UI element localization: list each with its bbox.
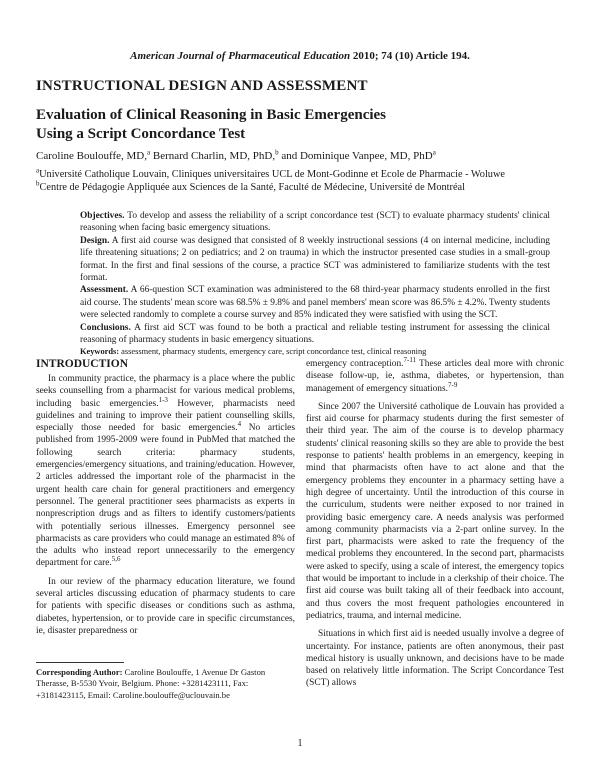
assessment-label: Assessment. [80, 285, 129, 296]
introduction-heading: INTRODUCTION [36, 358, 129, 370]
corresponding-author [36, 667, 295, 701]
author-1-affil: a [147, 148, 151, 157]
affiliation-b-text: Centre de Pédagogie Appliquée aux Sciences de la Santé, Faculté de Médecine, Université de Montréal [39, 182, 465, 193]
author-list [36, 150, 436, 162]
affiliation-a-marker: a [36, 166, 40, 175]
left-column [36, 373, 295, 637]
conclusions-text: A first aid SCT was found to be both a practical and reliable testing instrument for assessing the clinical reasoning of pharmacy students in basic emergency situations. [80, 322, 550, 346]
right-column [306, 355, 564, 690]
intro-p2-cont-text-b: These articles deal more with chronic disease follow-up, ie, asthma, diabetes, or hypertension, than management of emergency situations. [306, 359, 564, 394]
citation-ref: 5,6 [111, 555, 121, 564]
title-line-2: Using a Script Concordance Test [36, 126, 246, 142]
journal-header [0, 50, 600, 62]
objectives-text: To develop and assess the reliability of a script concordance test (SCT) to evaluate pharmacy students' clinical reasoning when facing basic emergency situations. [80, 211, 550, 234]
title-line-1: Evaluation of Clinical Reasoning in Basic Emergencies [36, 107, 387, 123]
intro-p2-cont-text: emergency contraception. [306, 359, 404, 369]
conclusions-label: Conclusions. [80, 322, 131, 333]
affiliation-b [36, 181, 576, 194]
author-1: Caroline Boulouffe, MD, [36, 150, 148, 162]
citation-ref: 1-3 [158, 395, 168, 404]
intro-paragraph-2: In our review of the pharmacy education literature, we found several articles discussing education of pharmacy students to care for patients with specific diseases or conditions such as asthma, diabetes, hypertension, or to provide care in specific circumstances, ie, disaster preparedness or [36, 576, 295, 636]
intro-paragraph-2-cont [306, 355, 564, 395]
affiliations [36, 168, 576, 194]
affiliation-b-marker: b [36, 179, 40, 188]
keywords-label: Keywords: [80, 347, 120, 357]
abstract-design [80, 235, 550, 285]
affiliation-a-text: Université Catholique Louvain, Cliniques universitaires UCL de Mont-Godinne et Ecole de Pharmacie - Woluwe [39, 169, 505, 180]
intro-paragraph-3: Since 2007 the Université catholique de Louvain has provided a first aid course for pharmacy students during the first semester of their third year. The aim of the course is to develop pharmacy students' clinical reasoning skills so they are able to provide the best response to patients' health problems in an emergency, keeping in mind that pharmacists often have to act alone and that the emergency problems they encounter in a pharmacy setting have a high degree of uncertainty. Until the introduction of this course in the curriculum, students were neither exposed to nor trained in providing basic emergency care. A needs analysis was performed among community pharmacists via a 2-part online survey. In the first part, pharmacists were asked to rate the frequency of the medical problems they encountered. In the second part, pharmacists were asked to specify, using a scale of interest, the emergency topics that would be important to include in a clerkship of their choice. The first aid course was built taking all of their feedback into account, and thus covers the most frequent pathologies encountered in pediatrics, trauma, and internal medicine. [306, 401, 564, 621]
intro-p1-text-c: No articles published from 1995-2009 were found in PubMed that matched the following search criteria: pharmacy students, emergencies/emergency situations, and training/education. However, 2 articles addressed the important role of the pharmacist in the urgent health care chain for general practitioners and emergency personnel. The general practitioner sees pharmacists as experts in nonprescription drugs and as filters to identify customers/patients with potentially serious illnesses. Emergency personnel see pharmacists as care providers who could manage an estimated 8% of the adults who instead report unnecessarily to the emergency department for care. [36, 423, 295, 569]
author-2-affil: b [275, 148, 279, 157]
intro-p1-text: In community practice, the pharmacy is a place where the public seeks counselling from a pharmacist for various medical problems, including basic emergencies. [36, 374, 295, 409]
author-2: Bernard Charlin, MD, PhD, [150, 150, 276, 162]
affiliation-a [36, 168, 576, 181]
article-title [36, 106, 536, 144]
corresponding-author-label: Corresponding Author: [36, 667, 123, 677]
author-3: and Dominique Vanpee, MD, PhD [278, 150, 433, 162]
page-number: 1 [297, 738, 303, 749]
abstract [80, 210, 550, 359]
section-heading: INSTRUCTIONAL DESIGN AND ASSESSMENT [36, 78, 368, 94]
abstract-objectives [80, 210, 550, 235]
design-text: A first aid course was designed that consisted of 8 weekly instructional sessions (4 on internal medicine, including life threatening situations; 2 on pediatrics; and 2 on trauma) in which the instructor presented case studies in a small-group format. In the first and final sessions of the course, a practice SCT was administered to familiarize students with the test format. [80, 235, 550, 284]
assessment-text: A 66-question SCT examination was administered to the 68 third-year pharmacy students enrolled in the first aid course. The students' mean score was 68.5% ± 9.8% and panel members' mean score was 86.5% ± 4.2%. Twenty students were selected randomly to complete a course survey and 85% indicated they were satisfied with using the SCT. [80, 285, 550, 321]
corresponding-author-text: Caroline Boulouffe, 1 Avenue Dr Gaston Therasse, B-5530 Yvoir, Belgium. Phone: +3281423111, Fax: +3181423115, Email: Caroline.boulouffe@uclouvain.be [36, 667, 266, 700]
journal-name: American Journal of Pharmaceutical Education [130, 50, 351, 62]
intro-paragraph-4: Situations in which first aid is needed usually involve a degree of uncertainty. For instance, patients are often anonymous, their past medical history is usually unknown, and decisions have to be made based on relatively little information. The Script Concordance Test (SCT) allows [306, 629, 564, 689]
footnote-divider [36, 662, 124, 663]
intro-p1-text-b: However, pharmacists need guidelines and training to improve their patient counselling skills, especially those needed for basic emergencies. [36, 398, 295, 434]
abstract-conclusions [80, 322, 550, 347]
objectives-label: Objectives. [80, 211, 125, 221]
intro-paragraph-1 [36, 373, 295, 570]
journal-citation: 2010; 74 (10) Article 194. [350, 50, 470, 62]
author-3-affil: a [432, 148, 436, 157]
abstract-keywords [80, 346, 550, 358]
citation-ref: 4 [237, 420, 242, 429]
abstract-assessment [80, 284, 550, 321]
keywords-text: assessment, pharmacy students, emergency care, script concordance test, clinical reasoning [119, 347, 427, 357]
citation-ref: 7-9 [447, 380, 458, 389]
citation-ref: 7-11 [403, 355, 417, 364]
design-label: Design. [80, 235, 110, 246]
